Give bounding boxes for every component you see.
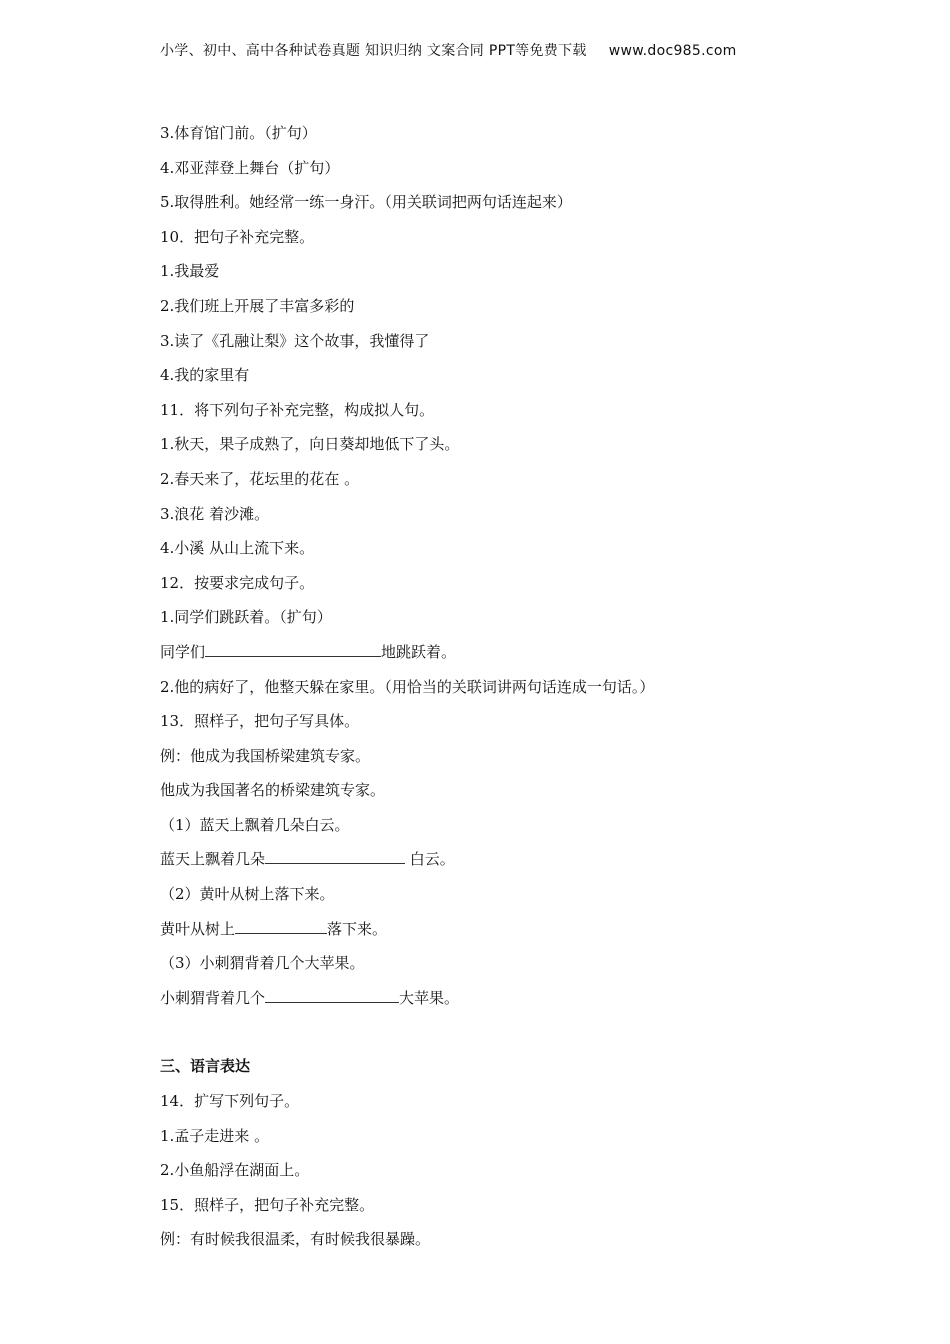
text-line: 1.孟子走进来 。 [160,1126,270,1145]
text-fragment: 黄叶从树上 [160,919,236,938]
text-line: 4.我的家里有 [160,366,250,385]
answer-blank[interactable] [205,641,381,657]
answer-blank[interactable] [265,848,405,864]
text-line: 2.我们班上开展了丰富多彩的 [160,296,355,315]
text-line: （1）蓝天上飘着几朵白云。 [160,815,350,834]
page-header [160,40,737,60]
document-body [160,122,860,1263]
fill-blank-line [160,641,860,676]
text-fragment: 落下来。 [327,919,388,938]
text-line: 4.邓亚萍登上舞台（扩句） [160,158,340,177]
text-line: 他成为我国著名的桥梁建筑专家。 [160,781,386,800]
question-heading: 15．照样子，把句子补充完整。 [160,1195,375,1214]
text-line: 3.浪花 着沙滩。 [160,504,270,523]
text-fragment: 小刺猬背着几个 [160,988,266,1007]
text-fragment: 同学们 [160,642,206,661]
text-fragment: 蓝天上飘着几朵 [160,850,266,869]
text-line: 例：他成为我国桥梁建筑专家。 [160,746,371,765]
text-fragment: 白云。 [405,850,455,869]
header-text: 小学、初中、高中各种试卷真题 知识归纳 文案合同 PPT等免费下载 [160,43,587,59]
text-line: 1.秋天，果子成熟了，向日葵却地低下了头。 [160,435,460,454]
text-line: 2.他的病好了，他整天躲在家里。（用恰当的关联词讲两句话连成一句话。） [160,677,655,696]
question-heading: 12．按要求完成句子。 [160,573,315,592]
text-line: 3.读了《孔融让梨》这个故事，我懂得了 [160,331,430,350]
fill-blank-line [160,918,860,953]
question-heading: 10．把句子补充完整。 [160,227,315,246]
question-heading: 11．将下列句子补充完整，构成拟人句。 [160,400,435,419]
text-line: 2.小鱼船浮在湖面上。 [160,1161,310,1180]
answer-blank[interactable] [265,987,399,1003]
section-heading: 三、语言表达 [160,1057,251,1076]
text-line: 1.同学们跳跃着。（扩句） [160,608,332,627]
text-line: 5.取得胜利。她经常一练一身汗。（用关联词把两句话连起来） [160,193,572,212]
question-heading: 13．照样子，把句子写具体。 [160,712,360,731]
text-line: 3.体育馆门前。（扩句） [160,124,317,142]
text-line: 例：有时候我很温柔，有时候我很暴躁。 [160,1230,431,1249]
fill-blank-line [160,987,860,1022]
text-line: （2）黄叶从树上落下来。 [160,885,335,904]
question-heading: 14．扩写下列句子。 [160,1092,300,1111]
text-fragment: 地跳跃着。 [381,642,457,661]
text-fragment: 大苹果。 [399,988,460,1007]
text-line: 4.小溪 从山上流下来。 [160,539,315,558]
text-line: 1.我最爱 [160,262,220,281]
fill-blank-line [160,848,860,883]
text-line: 2.春天来了，花坛里的花在 。 [160,469,360,488]
text-line: （3）小刺猬背着几个大苹果。 [160,954,365,973]
header-site-link[interactable]: www.doc985.com [608,43,737,59]
answer-blank[interactable] [235,918,327,934]
